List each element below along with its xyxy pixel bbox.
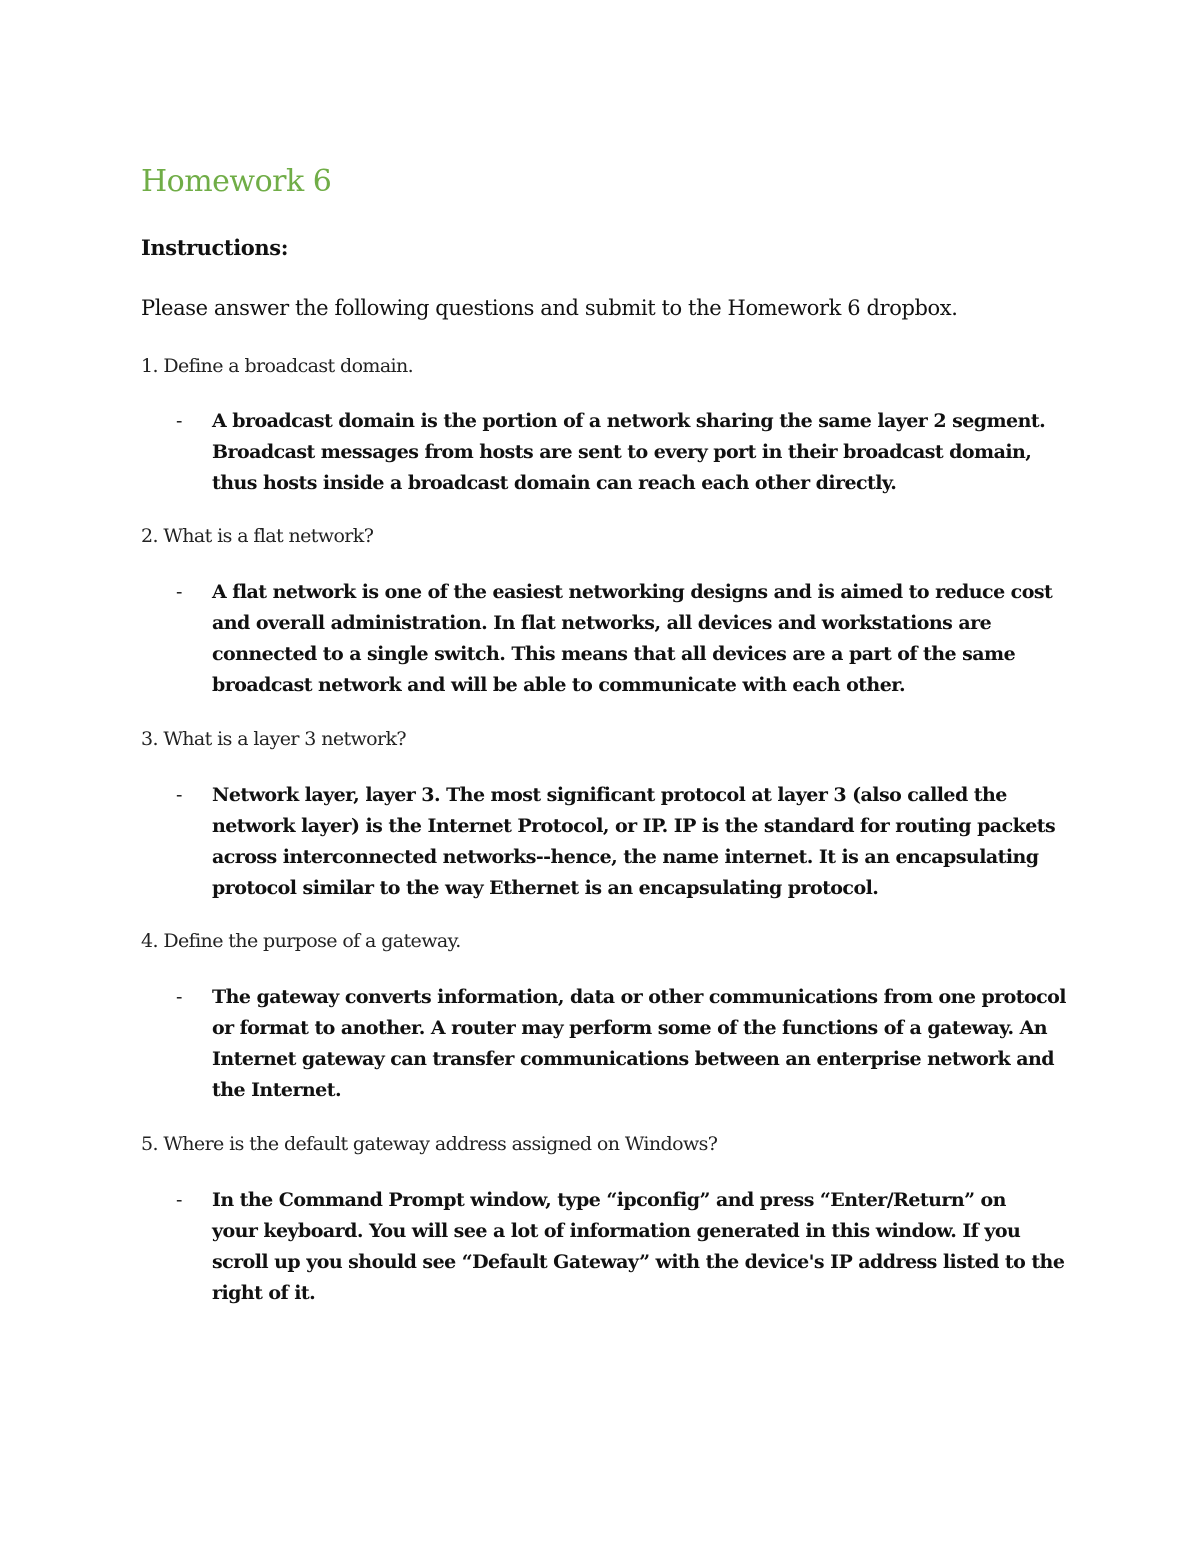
answer-line: Internet gateway can transfer communications between an enterprise network and bbox=[212, 1048, 1054, 1070]
answer-line: broadcast network and will be able to communicate with each other. bbox=[212, 674, 906, 696]
answer-line: In the Command Prompt window, type “ipconfig” and press “Enter/Return” on bbox=[212, 1189, 1006, 1211]
bullet-dash: - bbox=[176, 581, 183, 603]
answer-line: Network layer, layer 3. The most significant protocol at layer 3 (also called the bbox=[212, 784, 1007, 806]
answer-line: The gateway converts information, data or other communications from one protocol bbox=[212, 986, 1066, 1008]
answer-line: network layer) is the Internet Protocol, or IP. IP is the standard for routing packets bbox=[212, 815, 1056, 837]
answer-line: your keyboard. You will see a lot of information generated in this window. If you bbox=[212, 1220, 1021, 1242]
answer-4-text bbox=[212, 982, 1072, 1106]
answer-line: protocol similar to the way Ethernet is an encapsulating protocol. bbox=[212, 877, 879, 899]
bullet-dash: - bbox=[176, 1189, 183, 1211]
bullet-dash: - bbox=[176, 784, 183, 806]
answer-line: right of it. bbox=[212, 1282, 316, 1304]
answer-line: scroll up you should see “Default Gateway” with the device's IP address listed to the bbox=[212, 1251, 1065, 1273]
question-1: 1. Define a broadcast domain. bbox=[141, 355, 414, 377]
answer-line: A flat network is one of the easiest networking designs and is aimed to reduce cost bbox=[212, 581, 1053, 603]
answer-line: or format to another. A router may perform some of the functions of a gateway. An bbox=[212, 1017, 1048, 1039]
question-5: 5. Where is the default gateway address assigned on Windows? bbox=[141, 1133, 718, 1155]
answer-2-text bbox=[212, 577, 1072, 701]
answer-3-text bbox=[212, 780, 1072, 904]
bullet-dash: - bbox=[176, 410, 183, 432]
bullet-dash: - bbox=[176, 986, 183, 1008]
instructions-text: Please answer the following questions and submit to the Homework 6 dropbox. bbox=[141, 296, 958, 320]
answer-line: connected to a single switch. This means that all devices are a part of the same bbox=[212, 643, 1016, 665]
question-3: 3. What is a layer 3 network? bbox=[141, 728, 407, 750]
answer-line: Broadcast messages from hosts are sent to every port in their broadcast domain, bbox=[212, 441, 1032, 463]
instructions-heading: Instructions: bbox=[141, 235, 289, 260]
answer-line: and overall administration. In flat networks, all devices and workstations are bbox=[212, 612, 992, 634]
answer-5-text bbox=[212, 1185, 1072, 1309]
answer-line: across interconnected networks--hence, the name internet. It is an encapsulating bbox=[212, 846, 1039, 868]
answer-line: A broadcast domain is the portion of a network sharing the same layer 2 segment. bbox=[212, 410, 1046, 432]
answer-1-text bbox=[212, 406, 1072, 499]
answer-line: thus hosts inside a broadcast domain can reach each other directly. bbox=[212, 472, 897, 494]
question-4: 4. Define the purpose of a gateway. bbox=[141, 930, 461, 952]
answer-line: the Internet. bbox=[212, 1079, 342, 1101]
document-title: Homework 6 bbox=[141, 164, 332, 199]
question-2: 2. What is a flat network? bbox=[141, 525, 374, 547]
